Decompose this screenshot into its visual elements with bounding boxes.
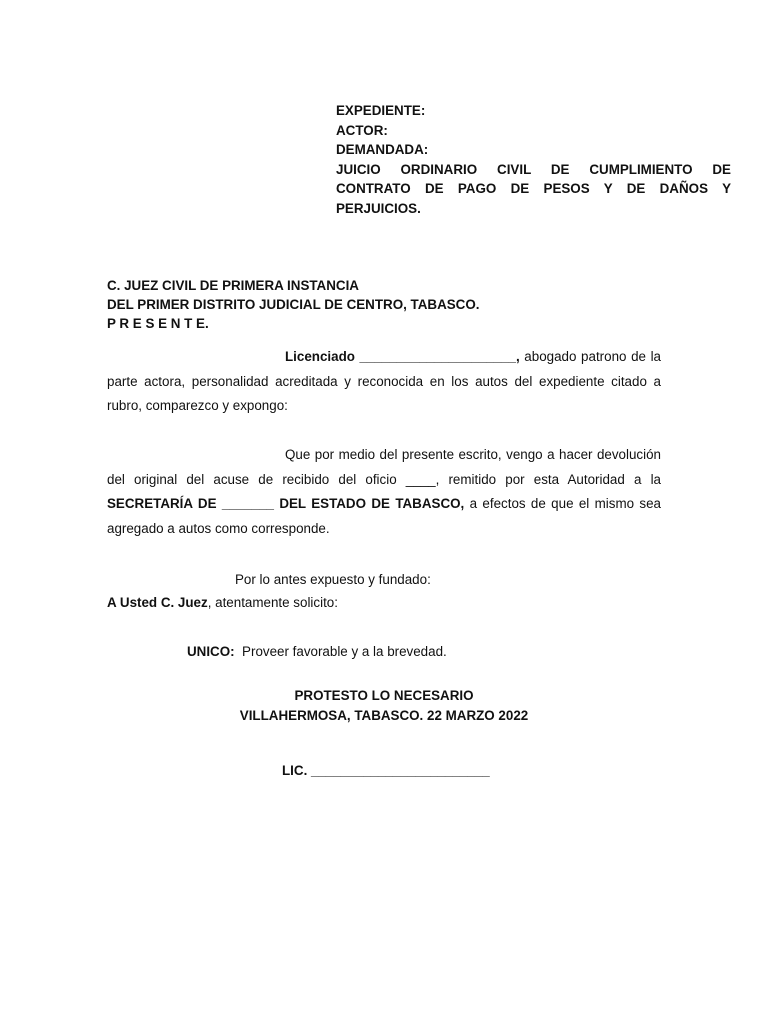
place-date-line: VILLAHERMOSA, TABASCO. 22 MARZO 2022 [239,707,529,723]
closing-line-2 [107,591,661,614]
paragraph-body [107,443,661,541]
addressee-block [107,276,667,333]
signature-line: LIC. ________________________ [282,763,490,778]
body-text-b: a efectos de que el mismo sea agregado a autos como corresponde. [107,496,661,536]
petition-text: Proveer favorable y a la brevedad. [234,644,447,659]
actor-label: ACTOR: [336,122,388,138]
closing-text-2: , atentamente solicito: [207,595,338,610]
protesto-line: PROTESTO LO NECESARIO [294,688,474,703]
paragraph-introduction [107,345,661,419]
petition-label: UNICO: [187,644,235,659]
body-text-a: Que por medio del presente escrito, vengo a hacer devolución del original del acuse de recibido del oficio ____, remitido por esta Autoridad a la [107,447,661,487]
protesto-block [107,686,661,725]
addressee-line-1: C. JUEZ CIVIL DE PRIMERA INSTANCIA [107,278,359,293]
addressee-line-3: P R E S E N T E. [107,316,209,331]
secretaria-name: SECRETARÍA DE _______ DEL ESTADO DE TABASCO, [107,496,465,511]
licenciado-blank: Licenciado _____________________, [285,349,520,364]
expediente-label: EXPEDIENTE: [336,103,426,118]
addressee-line-2: DEL PRIMER DISTRITO JUDICIAL DE CENTRO, TABASCO. [107,297,480,312]
demandada-label: DEMANDADA: [336,142,429,157]
case-header [336,101,731,218]
closing-block [107,568,661,614]
usted-juez: A Usted C. Juez [107,595,208,610]
introduction-text: abogado patrono de la parte actora, personalidad acreditada y reconocida en los autos del expediente citado a rubro, comparezco y expongo: [107,349,662,413]
closing-text-1: Por lo antes expuesto y fundado: [235,572,431,587]
closing-line-1 [107,568,661,591]
juicio-description: JUICIO ORDINARIO CIVIL DE CUMPLIMIENTO DE CONTRATO DE PAGO DE PESOS Y DE DAÑOS Y PERJUICIOS. [336,161,731,216]
petition-line [187,643,447,661]
